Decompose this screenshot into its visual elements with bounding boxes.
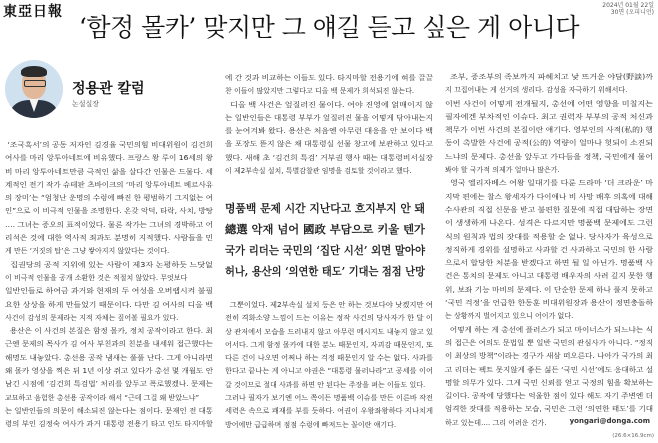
text-line: 의 접근은 여의도 문법일 뿐 일반 국민의 관심사가 아니다. “정직 <box>445 338 653 347</box>
text-line: 조부, 증조부의 족보까지 파헤치고 낯 뜨거운 야담(野談)까 <box>445 73 653 81</box>
text-line: 는 일반인들은 대통령 부부가 엎질러진 물을 어떻게 닦아내는지 <box>225 113 433 122</box>
text-line: 디올 백 사건은 엎질러진 물이다. 여야 진영에 얽매이지 않 <box>225 100 433 109</box>
text-line: 봐야 할 국가적 의제가 얼마나 많은가. <box>445 166 560 175</box>
pull-quote-line: 허나, 용산의 ‘의연한 태도’ 기대는 점점 난망 <box>225 265 425 278</box>
text-line: 했다. 새해 초 ‘김건희 특검’ 거부권 행사 때는 대통령비서실장 <box>225 153 433 162</box>
text-line: 으로서 합당한 처분을 받겠다고 하면 될 일 아닌가. 명품백 사 <box>445 259 653 268</box>
text-line: 길이다. 공작에 당했다는 억울한 점이 있다 해도 자기 주변엔 더 <box>445 392 653 401</box>
pull-quote-line: 명품백 문제 시간 지난다고 흐지부지 안 돼 <box>225 202 425 215</box>
text-line: 건은 통치의 문제도 아니고 대통령 배우자의 사려 깊지 못한 행 <box>445 272 653 281</box>
column-name: 정용관 칼럼 <box>72 81 145 97</box>
text-line: 지막 편에는 찰스 왕세자가 다이애나 비 사망 배후 의혹에 대해 <box>445 192 653 201</box>
photo-hair <box>21 66 47 77</box>
author-photo <box>5 60 63 118</box>
pull-quote-line: 總選 악재 넘어 國政 부담으로 키울 텐가 <box>225 223 425 236</box>
text-line: 계적인 전기 작가 슈테판 츠바이크의 ‘마리 앙투아네트 베르사유 <box>5 180 213 189</box>
text-line: 어서다. 그게 함정 몰카에 대한 분노 때문인지, 자괴감 때문인지, 또 <box>225 340 433 349</box>
text-line: 그러나 필자가 보기엔 어느 쪽이든 명품백 이슈를 만든 이른바 작전 <box>225 394 433 403</box>
text-line: 위, 보좌 기능 마비의 문제다. 이 단순한 문제 하나 풀지 못하고 <box>445 285 653 294</box>
text-line: 영국 엘리자베스 여왕 일대기를 다룬 드라마 ‘더 크라운’ 마 <box>445 179 653 188</box>
text-line: 동이 촉발한 사건에 공적(公的) 역량이 얼마나 헛되이 소진되 <box>445 139 653 148</box>
text-line: 교묘하고 음험한 총선용 공작이라 해서 “근데 그걸 왜 받았느냐” <box>5 393 200 402</box>
text-line: 이 최상의 방책”이라는 경구가 새삼 떠오른다. 나아가 국가의 최 <box>445 352 653 361</box>
text-line: 정직하게 경위를 설명하고 사과할 건 사과하고 국민의 한 사람 <box>445 245 653 254</box>
text-line: 찬 이들이 많았지만 그렇다고 디올 백 문제가 희석되진 않는다. <box>225 87 415 96</box>
text-line: 전히 격화소양 느낌이 드는 이유는 정작 사건의 당사자가 한 달 이 <box>225 314 433 323</box>
text-line: 해명도 내놓았다. 총선용 공작 냄새는 풀풀 난다. 그게 아니라면 <box>5 353 213 362</box>
text-line: 필자에겐 부차적인 이슈다. 최고 권력자 부부의 공적 처신과 <box>445 112 653 121</box>
text-line: 어떻게 하는 게 총선에 플러스가 되고 마이너스가 되느냐는 식 <box>445 325 653 334</box>
text-line: …. 그녀는 증오의 표적이었다. 물론 작가는 그녀의 경박하고 어 <box>5 220 214 229</box>
text-line: 리석은 것에 대한 역사적 죄과도 분명히 지적했다. 사람들을 민 <box>5 234 213 243</box>
text-line: 근엔 문제의 목사가 김 여사 부친과의 친분을 내세워 접근했다는 <box>5 340 213 349</box>
text-line: 여사를 마리 앙투아네트에 비유했다. 프랑스 왕 루이 16세의 왕 <box>5 154 213 163</box>
author-email[interactable]: yongari@donga.com <box>569 417 650 425</box>
text-line: 남긴 시점에 ‘김건희 특검법’ 처리를 앞두고 폭로했겠나. 문제는 <box>5 380 213 389</box>
text-line: 사건이 감성의 문제라는 지적 자체는 짚어볼 필요가 있다. <box>5 313 179 322</box>
text-line: 요한 상상을 하게 만들었기 때문이다. 다만 김 여사의 디올 백 <box>5 300 214 309</box>
text-line: 수사관의 직접 신문을 받고 불편한 질문에 직접 대답하는 장면 <box>445 205 653 214</box>
photo-glasses <box>24 80 46 87</box>
text-line: 식의 원칙과 법의 잣대를 적용할 순 없나. 당사자가 육성으로 <box>445 232 653 241</box>
text-line: 상 관저에서 모습을 드러내지 않고 아무런 메시지도 내놓지 않고 있 <box>225 327 433 336</box>
text-line: 을 포장도 뜯지 않은 채 대통령실 선물 창고에 보관하고 있다고 <box>225 140 433 149</box>
clipping-size: (26.6×16.9cm) <box>612 433 654 439</box>
author-role: 논설실장 <box>72 100 100 108</box>
text-line: 이번 사건이 어떻게 전개될지, 총선에 어떤 영향을 미칠지는 <box>445 99 653 108</box>
article-title: ‘함정 몰카’ 맞지만 그 얘길 듣고 싶은 게 아니다 <box>78 13 580 42</box>
text-line: ‘국민 걱정’을 언급한 한동훈 비대위원장과 용산이 정면충돌하 <box>445 299 653 308</box>
body-column-2-bottom <box>225 299 435 432</box>
text-line: 세력은 속으로 쾌재를 부를 듯하다. 여권이 우왕좌왕하다 지나치게 <box>225 407 433 416</box>
text-line: 왜 몰카 영상을 찍은 뒤 1년 이상 쥐고 있다가 총선 몇 개월도 안 <box>5 367 214 376</box>
text-line: 는 일반인들의 의문이 해소되진 않는다는 점이다. 문재인 전 대통 <box>5 406 213 415</box>
text-line: 인”으로 이 비극적 인물을 조명한다. 온갖 악덕, 타락, 사치, 방탕 <box>5 207 213 216</box>
text-line: ‘조국흑서’의 공동 저자인 김경율 국민의힘 비대위원이 김건희 <box>5 141 213 149</box>
pull-quote <box>225 198 435 282</box>
text-line: 의 장미’는 “엄청난 운명의 수렁에 빠진 한 평범하기 그지없는 여 <box>5 194 213 203</box>
text-line: 엄격한 잣대를 적용하는 모습, 국민은 그런 ‘의연한 태도’를 기대 <box>445 405 653 414</box>
text-line: 집권당의 공적 지위에 있는 사람이 제3자 논평하듯 느닷없 <box>5 260 213 269</box>
newspaper-logo: 東亞日報 <box>3 4 63 20</box>
text-line: 이 생생하게 나온다. 성격은 다르지만 명품백 문제에도 그런 <box>445 219 653 228</box>
body-column-2-top <box>225 72 435 178</box>
text-line: 게 만든 ‘거짓의 탑’은 그냥 쌓아지지 않았다는 것이다. <box>5 247 170 256</box>
text-line: 책무가 이번 사건의 본질이란 얘기다. 영부인의 사적(私的) 행 <box>445 126 653 135</box>
issue-page: 30면 (오피니언) <box>610 9 654 16</box>
text-line: 갈 것이므로 절대 사과를 하면 안 된다는 주장을 펴는 이들도 있다. <box>225 380 426 389</box>
text-line: 방어에만 급급하며 점점 수렁에 빠져드는 꼴이란 얘기다. <box>225 420 397 429</box>
text-line: 이 제2부속실 설치, 특별감찰관 임명을 검토할 것이라고 했다. <box>225 167 412 176</box>
body-column-3 <box>445 71 655 430</box>
text-line: 고 리더는 팩트 못지않게 좋든 싫든 ‘국민 시선’에도 응대하고 설 <box>445 365 653 374</box>
text-line: 에 간 것과 비교하는 이들도 있다. 타지마할 전용기에 혀를 끌끌 <box>225 74 433 82</box>
text-line: 일반인들로 하여금 과거와 현재의 두 여성을 오버랩시켜 불필 <box>5 287 213 296</box>
text-line: 느냐의 문제다. 총선을 앞두고 가다듬을 정책, 국민에게 물어 <box>445 152 653 161</box>
issue-date: 2024년 01월 22일 <box>602 2 654 9</box>
text-line: 는 상황까지 벌어지고 있으니 어이가 없다. <box>445 312 574 321</box>
pull-quote-line: 국가 리더는 국민의 ‘집단 시선’ 외면 말아야 <box>225 244 425 257</box>
text-line: 를 눈여겨봐 왔다. 용산은 처음엔 아무런 대응을 안 보이다 백 <box>225 127 433 136</box>
text-line: 용산은 이 사건의 본질은 함정 몰카, 정치 공작이라고 한다. 최 <box>5 327 214 336</box>
text-line: 령의 부인 김정숙 여사가 과거 대통령 전용기 타고 인도 타지마할 <box>5 420 213 429</box>
body-column-1 <box>5 139 215 432</box>
text-line: 지 끄집어내는 게 선거의 생리다. 감성을 자극하기 위해서다. <box>445 86 628 95</box>
text-line: 하고 있는데…. 그리 어려운 건가. <box>445 418 547 427</box>
text-line: 명할 의무가 있다. 그게 국민 신뢰를 얻고 국정의 힘을 확보하는 <box>445 378 653 387</box>
text-line: 그뿐이었다. 제2부속실 설치 등은 안 하는 것보다야 낫겠지만 여 <box>225 301 433 309</box>
text-line: 한다고 끝나는 게 아니고 야권은 “대통령 물러나라”고 공세를 이어 <box>225 367 433 376</box>
text-line: 다른 건이 나오면 어쩌나 하는 걱정 때문인지 알 수는 없다. 사과를 <box>225 354 433 363</box>
text-line: 이 비극적 인물을 공개 소환한 것은 적절치 않았다. 무엇보다 <box>5 273 188 282</box>
text-line: 비 마리 앙투아네트만큼 극적인 삶을 살다간 인물은 드물다. 세 <box>5 167 213 176</box>
